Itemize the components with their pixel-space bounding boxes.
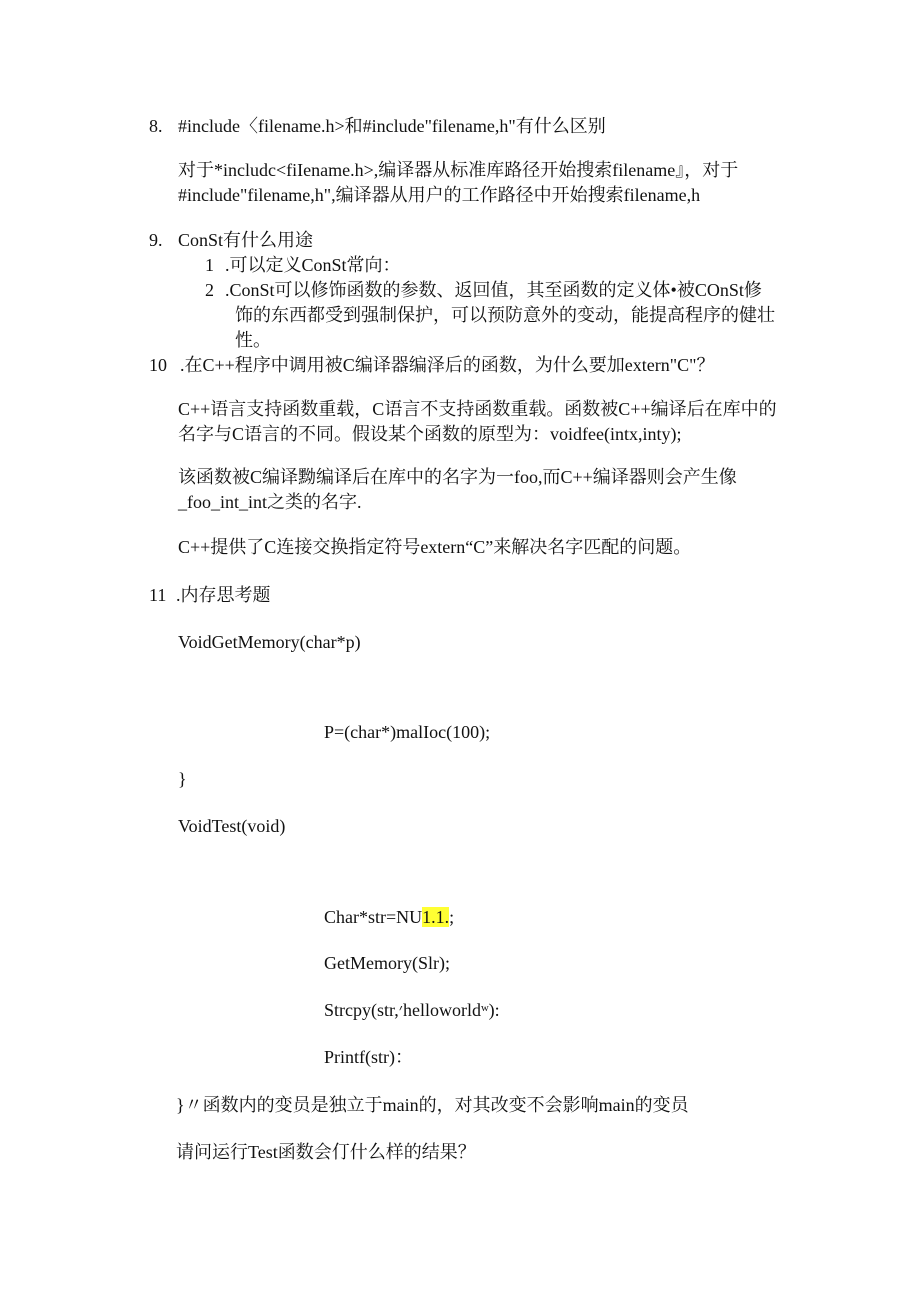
q9-item2-line1: .ConSt可以修饰函数的参数、返回值，其至函数的定义体•被COnSt修 xyxy=(225,280,762,300)
q10-paragraph3: C++提供了C连接交换指定符号extern“C”来解决名字匹配的问题。 xyxy=(178,537,692,557)
code-line-malloc: P=(char*)malIoc(100); xyxy=(324,722,491,742)
q9-item1-text: .可以定义ConSt常向： xyxy=(225,255,401,275)
q9-item2-number: 2 xyxy=(205,280,214,300)
q9-title: ConSt有什么用途 xyxy=(178,230,314,250)
q10-paragraph2-line1: 该函数被C编译黝编译后在库中的名字为一foo,而C++编译器则会产生像 xyxy=(178,467,737,487)
q9-item2-line3: 性。 xyxy=(235,330,271,350)
q10-paragraph1-line2: 名字与C语言的不同。假设某个函数的原型为：voidfee(intx,inty); xyxy=(178,424,682,444)
q11-number: 11 xyxy=(149,585,167,605)
code-line-test-signature: VoidTest(void) xyxy=(178,816,286,836)
q8-answer-line2: #include"filename,h",编译器从用户的工作路径中开始搜索filename,h xyxy=(178,185,701,205)
code-line-printf: Printf(str)： xyxy=(324,1047,413,1067)
q10-number: 10 xyxy=(149,355,167,375)
highlighted-text: 1.1. xyxy=(422,907,450,927)
q9-item2-line2: 饰的东西都受到强制保护，可以预防意外的变动，能提高程序的健壮 xyxy=(235,305,775,325)
code-line-getmemory-signature: VoidGetMemory(char*p) xyxy=(178,632,361,652)
code-text: ; xyxy=(449,907,455,927)
q8-title: #include〈filename.h>和#include"filename,h"有什么区别 xyxy=(178,116,606,136)
q8-number: 8. xyxy=(149,116,163,136)
q11-question: 请问运行Test函数会仃什么样的结果？ xyxy=(176,1142,476,1162)
q8-answer-line1: 对于*includc<fiIename.h>,编译器从标准库路径开始搜索filename』，对于 xyxy=(178,160,739,180)
q10-title: .在C++程序中调用被C编译器编泽后的函数，为什么要加extern"C"？ xyxy=(180,355,715,375)
code-text: Char*str=NU xyxy=(324,907,423,927)
code-line-comment: }〃函数内的变员是独立于main的，对其改变不会影响main的变员 xyxy=(176,1095,689,1115)
code-line-getmemory-call: GetMemory(Slr); xyxy=(324,953,450,973)
q10-paragraph1-line1: C++语言支持函数重载，C语言不支持函数重载。函数被C++编译后在库中的 xyxy=(178,399,777,419)
code-line-strcpy: Strcpy(str,׳helloworldʷ): xyxy=(324,1000,500,1020)
q10-paragraph2-line2: _foo_int_int之类的名字. xyxy=(178,492,362,512)
code-line-str-declaration xyxy=(324,906,454,928)
q11-title: .内存思考题 xyxy=(176,585,271,605)
code-line-closing-brace: } xyxy=(178,769,187,789)
q9-number: 9. xyxy=(149,230,163,250)
q9-item1-number: 1 xyxy=(205,255,214,275)
